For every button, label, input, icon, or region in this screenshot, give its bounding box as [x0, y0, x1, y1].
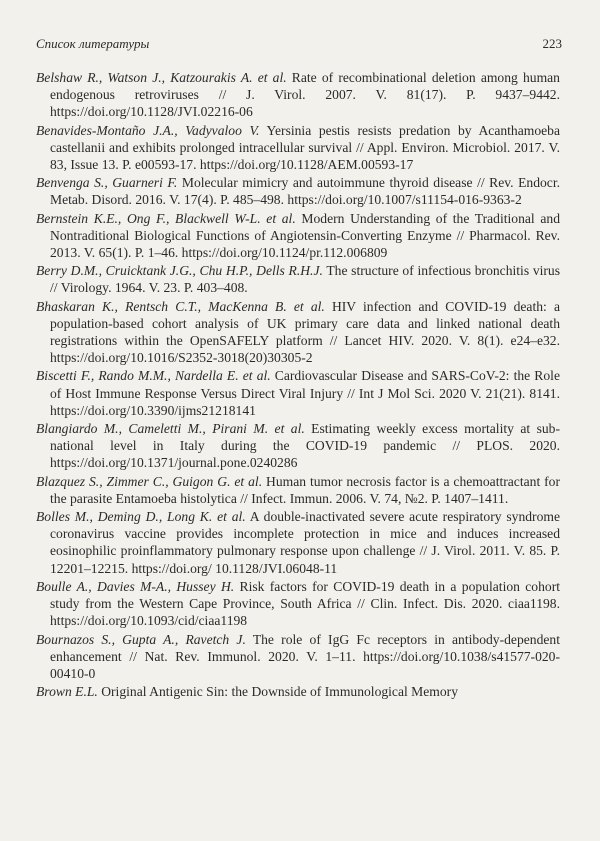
reference-text: HIV infection and COVID-19 death: a population-based cohort analysis of UK primary care data and linked national death registrations within the OpenSAFELY platform // Lancet HIV. 2020. V. 8(1). e24–e32. https://doi.org/10.1016/S2352-3018(20)30305-2	[50, 298, 560, 366]
reference-text: Molecular mimicry and autoimmune thyroid disease // Rev. Endocr. Metab. Disord. 2016. V. 17(4). P. 485–498. https://doi.org/10.1007/s11154-016-9363-2	[50, 175, 560, 208]
reference-item	[36, 683, 560, 700]
reference-text: Human tumor necrosis factor is a chemoattractant for the parasite Entamoeba histolytica // Infect. Immun. 2006. V. 74, №2. P. 1407–1411.	[50, 473, 561, 506]
reference-authors: Boulle A., Davies M-A., Hussey H.	[36, 578, 235, 594]
reference-text: Yersinia pestis resists predation by Acanthamoeba castellanii and exhibits prolonged intracellular survival // Appl. Environ. Microbiol. 2017. V. 83, Issue 13. P. e00593-17. https://doi.org/10.1128/AEM.00593-17	[50, 122, 560, 173]
reference-text: A double-inactivated severe acute respiratory syndrome coronavirus vaccine provides incomplete protection in mice and induces increased eosinophilic proinflammatory pulmonary response upon challenge // J. Virol. 2011. V. 85. P. 12201–12215. https://doi.org/ 10.1128/JVI.06048-11	[50, 509, 560, 576]
reference-list	[36, 69, 560, 701]
reference-authors: Belshaw R., Watson J., Katzourakis A. et al.	[36, 70, 287, 85]
reference-text: Rate of recombinational deletion among human endogenous retroviruses // J. Virol. 2007. V. 81(17). P. 9437–9442. https://doi.org/10.1128/JVI.02216-06	[50, 70, 560, 120]
running-title: Список литературы	[36, 36, 150, 51]
reference-authors: Benavides-Montaño J.A., Vadyvaloo V.	[36, 122, 260, 138]
reference-authors: Bernstein K.E., Ong F., Blackwell W-L. et al.	[36, 210, 296, 226]
reference-authors: Bournazos S., Gupta A., Ravetch J.	[36, 631, 246, 647]
reference-text: Estimating weekly excess mortality at sub-national level in Italy during the COVID-19 pandemic // PLOS. 2020. https://doi.org/10.1371/journal.pone.0240286	[50, 421, 560, 471]
reference-authors: Berry D.M., Cruicktank J.G., Chu H.P., Dells R.H.J.	[36, 263, 323, 279]
reference-authors: Benvenga S., Guarneri F.	[36, 175, 178, 191]
reference-item	[36, 262, 560, 296]
page-number: 223	[542, 36, 562, 51]
reference-text: Modern Understanding of the Traditional and Nontraditional Biological Functions of Angiotensin-Converting Enzyme // Pharmacol. Rev. 2013. V. 65(1). P. 1–46. https://doi.org/10.1124/pr.112.006809	[50, 210, 560, 261]
running-header	[36, 36, 562, 56]
reference-item	[36, 578, 560, 630]
reference-item	[36, 508, 560, 577]
reference-text: Original Antigenic Sin: the Downside of Immunological Memory	[97, 684, 458, 700]
reference-authors: Blangiardo M., Cameletti M., Pirani M. et al.	[36, 421, 305, 437]
reference-text: The role of IgG Fc receptors in antibody-dependent enhancement // Nat. Rev. Immunol. 2020. V. 1–11. https://doi.org/10.1038/s41577-020-00410-0	[50, 631, 560, 681]
reference-item	[36, 122, 560, 174]
reference-item	[36, 420, 560, 472]
reference-item	[36, 174, 560, 208]
reference-item	[36, 473, 560, 507]
reference-text: The structure of infectious bronchitis virus // Virology. 1964. V. 23. P. 403–408.	[50, 263, 561, 296]
reference-item	[36, 367, 560, 419]
reference-item	[36, 210, 560, 262]
reference-item	[36, 631, 560, 683]
reference-authors: Brown E.L.	[36, 684, 98, 700]
reference-authors: Bhaskaran K., Rentsch C.T., MacKenna B. et al.	[36, 298, 325, 314]
reference-text: Cardiovascular Disease and SARS-CoV-2: the Role of Host Immune Response Versus Direct Viral Injury // Int J Mol Sci. 2020 V. 21(21). 8141. https://doi.org/10.3390/ijms21218141	[50, 368, 560, 418]
reference-text: Risk factors for COVID-19 death in a population cohort study from the Western Cape Province, South Africa // Clin. Infect. Dis. 2020. ciaa1198. https://doi.org/10.1093/cid/ciaa1198	[50, 578, 560, 629]
reference-authors: Blazquez S., Zimmer C., Guigon G. et al.	[36, 473, 263, 489]
reference-authors: Biscetti F., Rando M.M., Nardella E. et al.	[36, 368, 271, 384]
reference-item	[36, 69, 560, 121]
reference-item	[36, 298, 560, 367]
reference-authors: Bolles M., Deming D., Long K. et al.	[36, 509, 246, 525]
